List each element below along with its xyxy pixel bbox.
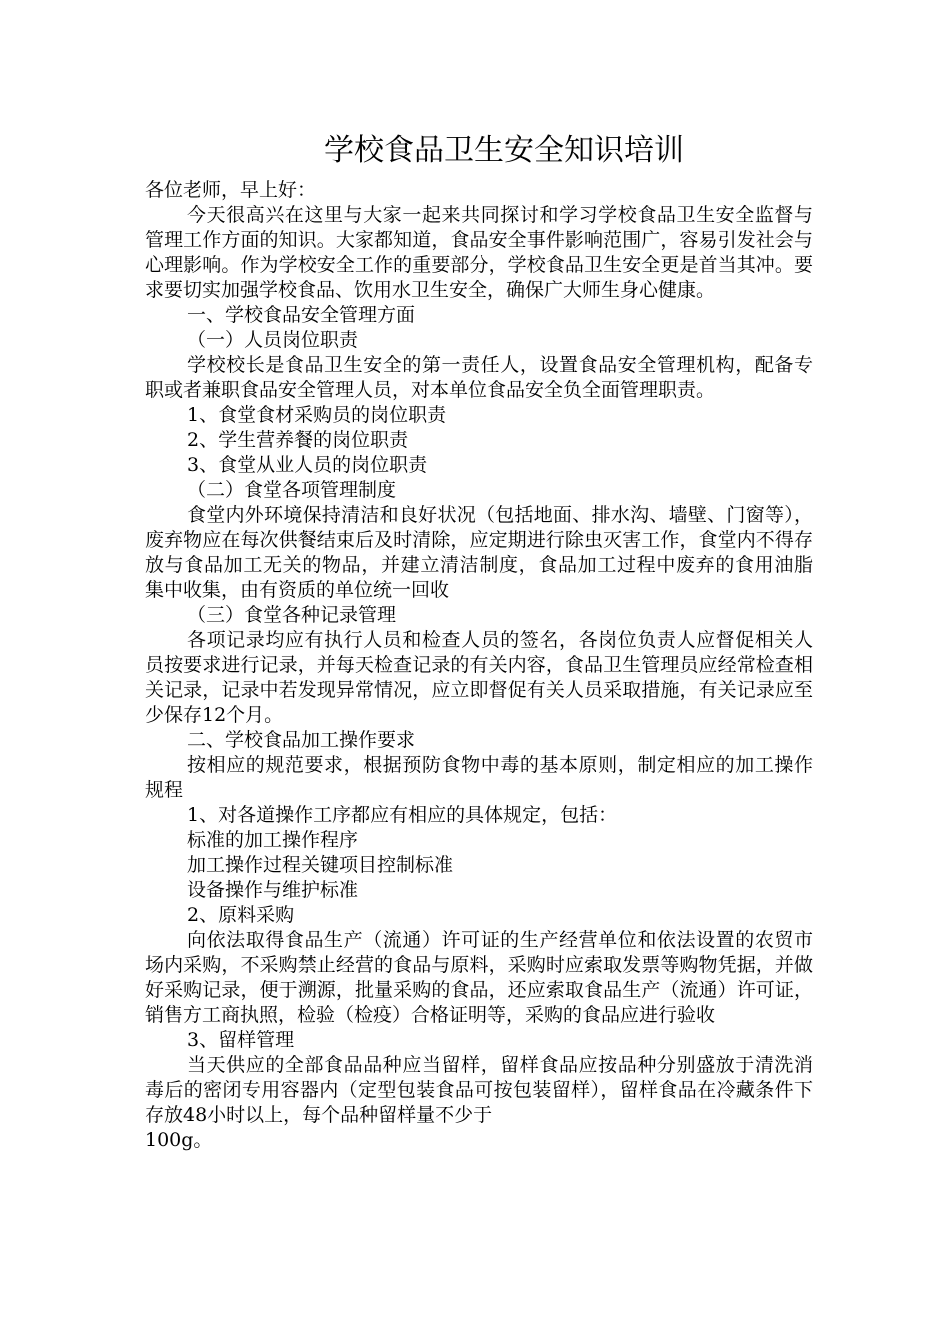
list-sub-item: 设备操作与维护标准 bbox=[187, 879, 359, 901]
document-title: 学校食品卫生安全知识培训 bbox=[324, 133, 684, 168]
body-paragraph: 当天供应的全部食品品种应当留样，留样食品应按品种分别盛放于清洗消毒后的密闭专用容器内（定型包装食品可按包装留样），留样食品在冷藏条件下存放48小时以上，每个品种留样量不少于 bbox=[145, 1054, 813, 1126]
list-item: 3、留样管理 bbox=[187, 1029, 295, 1051]
section-heading-1: 一、学校食品安全管理方面 bbox=[187, 304, 416, 326]
body-paragraph: 向依法取得食品生产（流通）许可证的生产经营单位和依法设置的农贸市场内采购，不采购禁止经营的食品与原料，采购时应索取发票等购物凭据，并做好采购记录，便于溯源，批量采购的食品，还应索取食品生产（流通）许可证，销售方工商执照，检验（检疫）合格证明等，采购的食品应进行验收 bbox=[145, 929, 813, 1026]
list-sub-item: 标准的加工操作程序 bbox=[187, 829, 359, 851]
body-paragraph: 按相应的规范要求，根据预防食物中毒的基本原则，制定相应的加工操作规程 bbox=[145, 754, 813, 801]
body-paragraph: 学校校长是食品卫生安全的第一责任人，设置食品安全管理机构，配备专职或者兼职食品安全管理人员，对本单位食品安全负全面管理职责。 bbox=[145, 354, 813, 401]
body-paragraph-tail: 100g。 bbox=[145, 1129, 213, 1151]
body-paragraph: 各项记录均应有执行人员和检查人员的签名，各岗位负责人应督促相关人员按要求进行记录，并每天检查记录的有关内容，食品卫生管理员应经常检查相关记录，记录中若发现异常情况，应立即督促有关人员采取措施，有关记录应至少保存12个月。 bbox=[145, 629, 813, 726]
section-heading-2: 二、学校食品加工操作要求 bbox=[187, 729, 416, 751]
subsection-heading-1: （一）人员岗位职责 bbox=[187, 329, 359, 351]
list-item: 1、食堂食材采购员的岗位职责 bbox=[187, 404, 447, 426]
list-item: 2、原料采购 bbox=[187, 904, 295, 926]
list-item: 3、食堂从业人员的岗位职责 bbox=[187, 454, 428, 476]
list-sub-item: 加工操作过程关键项目控制标准 bbox=[187, 854, 454, 876]
subsection-heading-3: （三）食堂各种记录管理 bbox=[187, 604, 397, 626]
list-item: 2、学生营养餐的岗位职责 bbox=[187, 429, 409, 451]
body-paragraph: 食堂内外环境保持清洁和良好状况（包括地面、排水沟、墙壁、门窗等），废弃物应在每次供餐结束后及时清除，应定期进行除虫灭害工作，食堂内不得存放与食品加工无关的物品，并建立清洁制度，食品加工过程中废弃的食用油脂 集中收集，由有资质的单位统一回收 bbox=[145, 504, 813, 601]
intro-paragraph: 今天很高兴在这里与大家一起来共同探讨和学习学校食品卫生安全监督与管理工作方面的知识。大家都知道，食品安全事件影响范围广，容易引发社会与心理影响。作为学校安全工作的重要部分，学校食品卫生安全更是首当其冲。要求要切实加强学校食品、饮用水卫生安全，确保广大师生身心健康。 bbox=[145, 204, 813, 301]
greeting: 各位老师，早上好： bbox=[145, 179, 317, 201]
subsection-heading-2: （二）食堂各项管理制度 bbox=[187, 479, 397, 501]
list-item: 1、对各道操作工序都应有相应的具体规定，包括： bbox=[187, 804, 618, 826]
document-page bbox=[145, 128, 813, 1153]
